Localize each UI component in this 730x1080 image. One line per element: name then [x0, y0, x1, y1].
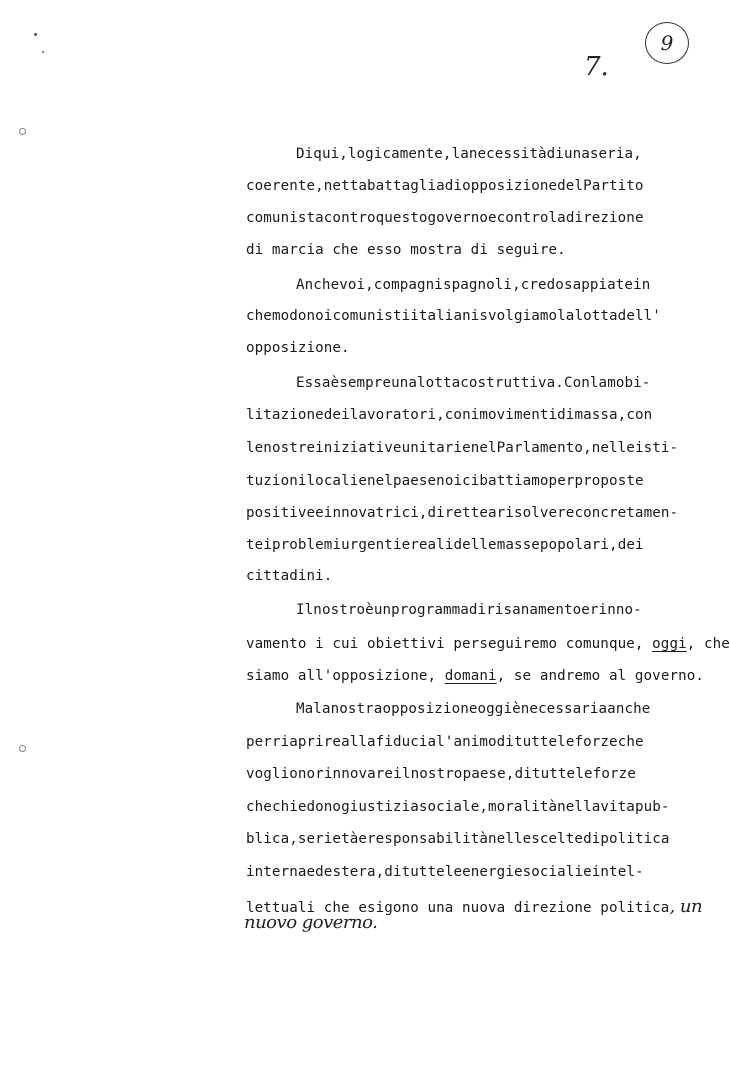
word: popolari, [539, 537, 618, 553]
word: iniziative [315, 440, 402, 456]
word: di [496, 734, 514, 750]
word: credo [520, 277, 564, 293]
word: con [626, 407, 653, 423]
punch-hole [19, 745, 26, 752]
word: dei [323, 407, 350, 423]
word: paese [392, 473, 437, 489]
word: e [358, 473, 368, 489]
word: fiducia [375, 734, 437, 750]
underlined-word-oggi: oggi [652, 636, 687, 652]
handwritten-line: nuovo governo. [244, 912, 378, 933]
word: i [263, 537, 272, 553]
scan-speck [42, 51, 44, 53]
word: la [589, 375, 608, 391]
word: Parlamento, [496, 440, 592, 456]
word: pub- [634, 799, 670, 815]
word: forze [574, 734, 618, 750]
word: responsabilità [367, 831, 488, 847]
word: le [246, 440, 264, 456]
word: per [548, 473, 575, 489]
word: a [488, 505, 497, 521]
word: blica, [246, 831, 298, 847]
word: oggi [477, 701, 513, 717]
word: paese, [462, 766, 515, 782]
word: sociale, [418, 799, 488, 815]
word: seria, [589, 146, 642, 162]
word: che [246, 308, 272, 324]
text-segment: vamento i cui obiettivi perseguiremo comunque, [246, 636, 653, 652]
word: le [444, 864, 463, 880]
text-line [246, 505, 679, 521]
word: Con [563, 375, 590, 391]
word: di [468, 602, 487, 618]
word: rinno- [589, 602, 642, 618]
word: italiani [410, 308, 480, 324]
word: problemi [271, 537, 342, 553]
word: lavoratori, [349, 407, 445, 423]
word: costruttiva. [460, 375, 564, 391]
word: opposizione [462, 178, 558, 194]
word: intel- [591, 864, 644, 880]
word: in [633, 277, 651, 293]
word: noi [436, 473, 463, 489]
word: vita [600, 799, 635, 815]
word: nelle [591, 440, 635, 456]
word: serietà [297, 831, 359, 847]
word: forze [592, 766, 636, 782]
word: la [451, 146, 469, 162]
text-line [246, 668, 705, 684]
word: governo [427, 210, 488, 226]
text-line [246, 308, 661, 324]
word: nelle [488, 831, 532, 847]
word: e [358, 831, 368, 847]
word: proposte [574, 473, 644, 489]
word: masse [496, 537, 540, 553]
word: contro [496, 210, 549, 226]
word: di [557, 407, 575, 423]
word: di [384, 864, 402, 880]
word: sappiate [563, 277, 634, 293]
text-line [246, 864, 644, 880]
text-line [296, 277, 651, 293]
word: interna [246, 864, 307, 880]
word: risanamento [486, 602, 582, 618]
word: programma [391, 602, 469, 618]
word: giustizia [341, 799, 419, 815]
word: necessità [468, 146, 547, 162]
text-line: cittadini. [246, 568, 333, 584]
word: sempre [339, 375, 392, 391]
word: l'animo [436, 734, 497, 750]
word: e [315, 505, 324, 521]
word: Partito [583, 178, 644, 194]
word: comunisti [332, 308, 411, 324]
word: contro [323, 210, 376, 226]
text-line [296, 602, 642, 618]
word: rinnovare [315, 766, 394, 782]
word: è [512, 701, 521, 717]
text-segment: , che [686, 636, 730, 652]
word: noi [306, 308, 333, 324]
word: opposizione [382, 701, 478, 717]
word: nostre [263, 440, 316, 456]
word: dell' [617, 308, 661, 324]
word: unitarie [401, 440, 471, 456]
word: nostro [313, 602, 366, 618]
word: lotta [574, 308, 618, 324]
word: è [330, 375, 340, 391]
word: logicamente, [347, 146, 452, 162]
word: svolgiamo [479, 308, 558, 324]
text-line [296, 701, 651, 717]
word: dei [617, 537, 644, 553]
word: tutte [531, 766, 576, 782]
text-line [246, 831, 670, 847]
text-segment: siamo all'opposizione, [246, 668, 445, 684]
text-line [296, 375, 651, 391]
underlined-word-domani: domani [444, 668, 497, 684]
word: battiamo [479, 473, 549, 489]
word: anche [607, 701, 651, 717]
word: sociali [522, 864, 584, 880]
word: che [617, 734, 644, 750]
word: e [583, 864, 592, 880]
text-line: di marcia che esso mostra di seguire. [246, 242, 566, 258]
word: di [514, 766, 532, 782]
word: estera, [323, 864, 385, 880]
word: una [391, 375, 418, 391]
word: movimenti [479, 407, 558, 423]
word: spagnoli, [442, 277, 521, 293]
word: battaglia [367, 178, 445, 194]
word: con [444, 407, 471, 423]
word: scelte [531, 831, 584, 847]
word: che [246, 799, 272, 815]
word: reali [410, 537, 454, 553]
text-line [246, 799, 670, 815]
page-number: 7. [584, 52, 609, 82]
word: nel [470, 440, 497, 456]
word: chiedono [271, 799, 342, 815]
word: Il [296, 602, 314, 618]
text-line [246, 407, 653, 423]
text-segment: lettuali che esigono una nuova direzione politica [246, 900, 670, 916]
word: litazione [246, 407, 324, 423]
word: compagni [373, 277, 443, 293]
word: tuzioni [246, 473, 307, 489]
word: qui, [313, 146, 348, 162]
word: delle [453, 537, 497, 553]
word: il [393, 766, 411, 782]
word: le [575, 766, 593, 782]
word: alla [341, 734, 376, 750]
word: vogliono [246, 766, 316, 782]
word: riaprire [271, 734, 342, 750]
text-line [246, 178, 644, 194]
word: Di [296, 146, 314, 162]
text-line [246, 537, 644, 553]
word: Anche [296, 277, 340, 293]
word: i [470, 407, 480, 423]
punch-hole [19, 128, 26, 135]
text-line [246, 210, 644, 226]
word: tutte [401, 864, 445, 880]
word: le [557, 734, 575, 750]
text-line [246, 766, 636, 782]
word: te [246, 537, 264, 553]
word: questo [375, 210, 428, 226]
word: un [373, 602, 392, 618]
text-line [246, 473, 644, 489]
word: una [563, 146, 590, 162]
word: la [557, 308, 575, 324]
word: di [444, 178, 463, 194]
word: netta [323, 178, 367, 194]
word: è [365, 602, 374, 618]
word: modo [271, 308, 307, 324]
word: ed [306, 864, 324, 880]
text-line: opposizione. [246, 340, 350, 356]
word: Essa [296, 375, 331, 391]
word: e [401, 537, 411, 553]
word: comunista [246, 210, 324, 226]
text-line [246, 636, 730, 652]
word: positive [246, 505, 316, 521]
word: direzione [565, 210, 644, 226]
word: concretamen- [574, 505, 679, 521]
word: dirette [427, 505, 488, 521]
word: necessaria [520, 701, 608, 717]
word: energie [462, 864, 523, 880]
word: innovatrici, [323, 505, 428, 521]
word: ci [462, 473, 480, 489]
word: nostra [330, 701, 383, 717]
word: lotta [417, 375, 461, 391]
word: Ma [296, 701, 314, 717]
handwritten-addition: , un [669, 896, 703, 917]
word: risolvere [496, 505, 575, 521]
circled-archive-number-text: 9 [660, 31, 674, 55]
word: voi, [339, 277, 374, 293]
word: tutte [513, 734, 558, 750]
word: di [583, 831, 601, 847]
word: isti- [634, 440, 679, 456]
word: per [246, 734, 272, 750]
word: mobi- [607, 375, 651, 391]
word: politica [600, 831, 670, 847]
word: coerente, [246, 178, 324, 194]
word: moralità [488, 799, 558, 815]
circled-archive-number [645, 22, 689, 64]
word: urgenti [341, 537, 402, 553]
text-line [296, 146, 642, 162]
word: massa, [574, 407, 627, 423]
scan-speck [34, 33, 37, 36]
text-line [246, 734, 644, 750]
word: del [557, 178, 584, 194]
word: nel [367, 473, 393, 489]
word: di [546, 146, 564, 162]
word: nella [557, 799, 601, 815]
word: locali [306, 473, 359, 489]
text-segment: , se andremo al governo. [496, 668, 705, 684]
word: la [313, 701, 331, 717]
text-line [246, 440, 679, 456]
word: e [581, 602, 590, 618]
word: la [548, 210, 566, 226]
word: e [488, 210, 497, 226]
word: nostro [410, 766, 463, 782]
